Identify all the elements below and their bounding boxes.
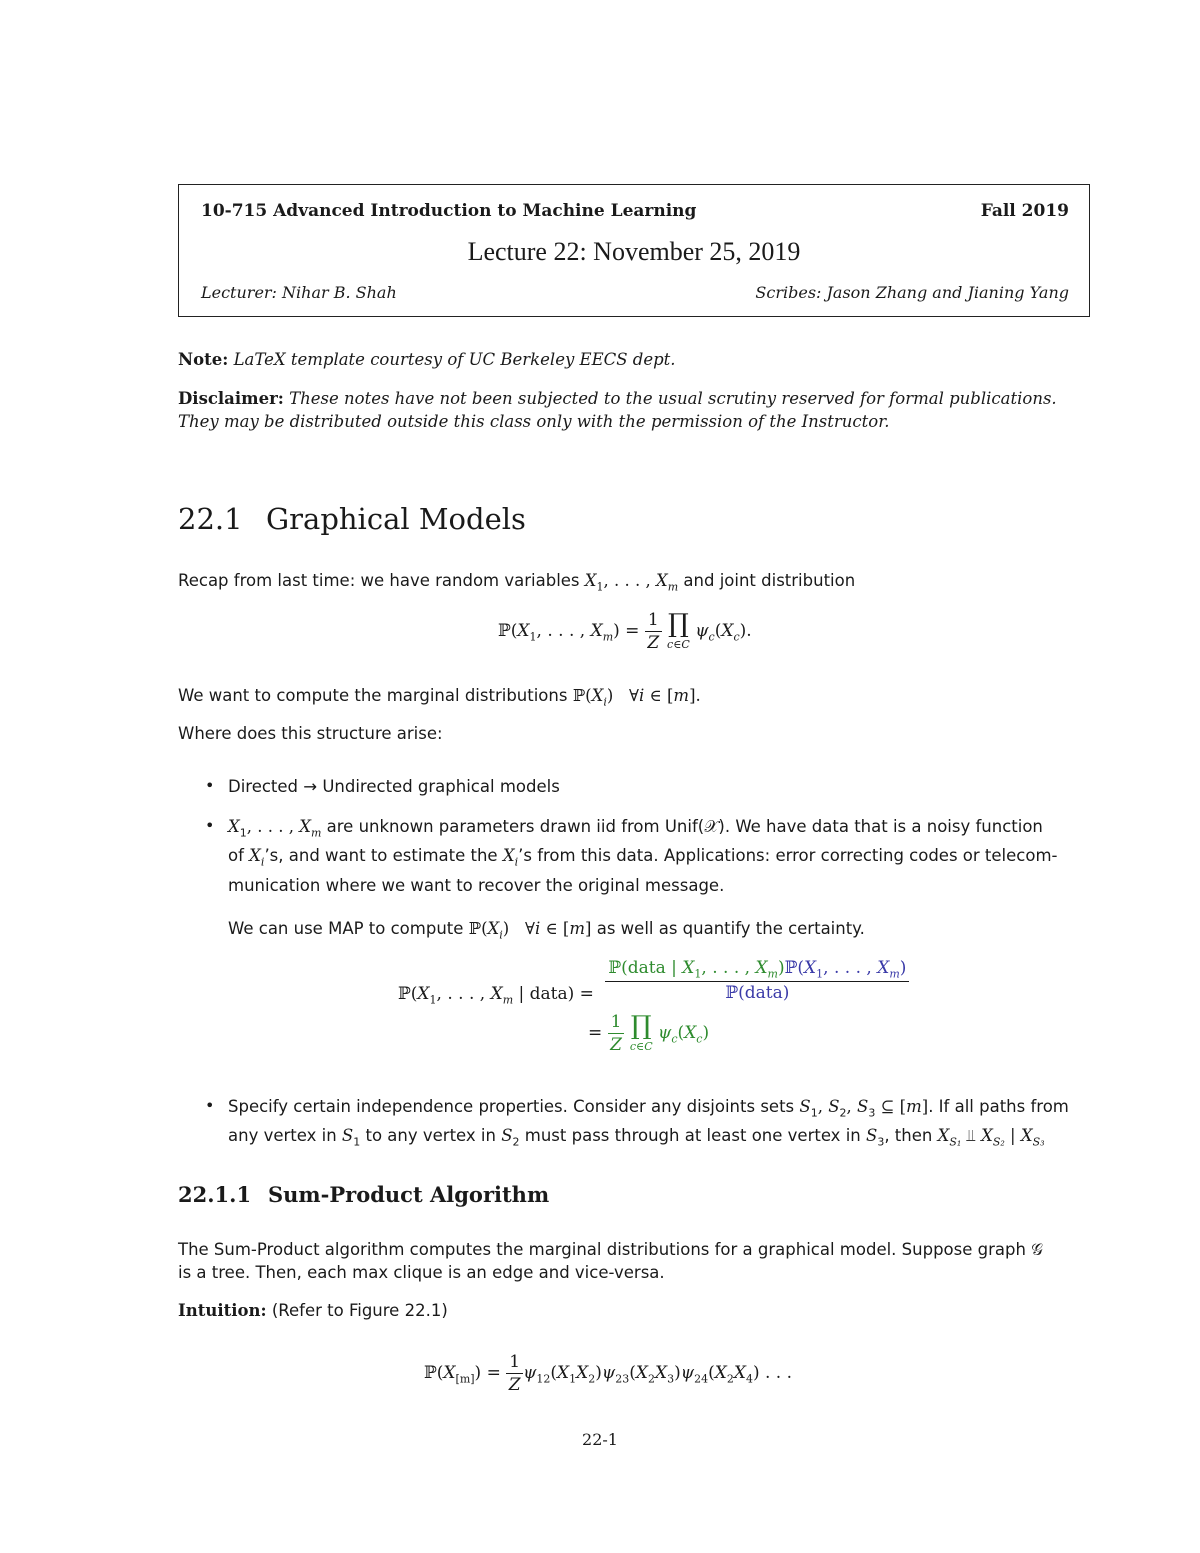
subsection-number: 22.1.1 [178,1182,252,1207]
note-line [178,348,1098,371]
where-line: Where does this structure arise: [178,724,443,743]
disclaimer-line1: These notes have not been subjected to the usual scrutiny reserved for formal publications. [289,389,1057,408]
subsection-heading [178,1182,549,1207]
posterior-equation: $ℙ(X_1$, . . . , $X_m$ | data) = $\frac{ℙ(data | X_1, . . . , X_m)ℙ(X_1, . . . , X_m)}{\text{ℙ(data)}}$ [398,958,909,1003]
marginal-line: We want to compute the marginal distributions $ℙ(X_i)$ ∀i ∈ [m]. [178,686,701,709]
subsection-title: Sum-Product Algorithm [268,1182,550,1207]
lecturer: Lecturer: Nihar B. Shah [201,283,397,302]
joint-distribution-equation: $ℙ(X_1$, . . . , $X_m$) = $\frac{1}{Z}$ ∏ c∈C $\psi_c(X_c)$. [498,608,752,653]
map-line: We can use MAP to compute $ℙ(X_i)$ ∀i ∈ [m] as well as quantify the certainty. [228,919,865,942]
bullet-3: Specify certain independence properties. Consider any disjoints sets $S_1$, $S_2$, $S_3$ ⊆ [m]. If all paths from any vertex in $S_1$ to any vertex in $S_2$ must pass through at least one vertex in $S_3$, then $X_{S_1}$ ⫫ $X_{S_2}$ | $X_{S_3}$ [228,1097,1069,1149]
note-label: Note: [178,350,229,369]
page-number: 22-1 [582,1430,618,1449]
bullet-dot: • [205,776,215,795]
course-term: Fall 2019 [980,201,1069,221]
bullet-dot: • [205,1096,215,1115]
section-heading [178,502,526,536]
sum-product-paragraph: The Sum-Product algorithm computes the marginal distributions for a graphical model. Suppose graph 𝒢 is a tree. Then, each max clique is an edge and vice-versa. [178,1240,1043,1282]
intuition-line: Intuition: (Refer to Figure 22.1) [178,1301,448,1320]
scribes: Scribes: Jason Zhang and Jianing Yang [755,283,1069,302]
recap-line: Recap from last time: we have random variables $X_1$, . . . , $X_m$ and joint distribution [178,571,856,594]
disclaimer [178,387,1098,433]
bullet-1: Directed → Undirected graphical models [228,777,560,796]
course-title: 10-715 Advanced Introduction to Machine Learning [201,201,697,221]
posterior-equation-line-2: = $\frac{1}{Z}$ ∏ c∈C $\psi_c(X_c)$ [588,1010,710,1055]
bullet-dot: • [205,816,215,835]
header-box [178,184,1090,317]
bullet-2: $X_1$, . . . , $X_m$ are unknown parameters drawn iid from Unif(𝒳). We have data that is a noisy function of $X_i’s$, and want to estimate the $X_i’s$ from this data. Applications: error correcting codes or telecom- munication where we want to recover the original message. [228,817,1058,895]
sum-product-equation: $ℙ(X_{[m]})$ = $\frac{1}{Z}$ $\psi_{12}(X_1X_2)\psi_{23}(X_2X_3)\psi_{24}(X_2X_4)$ . . . [424,1352,793,1395]
section-number: 22.1 [178,502,243,536]
disclaimer-label: Disclaimer: [178,389,284,408]
section-title: Graphical Models [266,502,526,536]
disclaimer-line2: They may be distributed outside this class only with the permission of the Instructor. [178,412,890,431]
lecture-title: Lecture 22: November 25, 2019 [467,237,801,266]
note-text: LaTeX template courtesy of UC Berkeley EECS dept. [233,350,676,369]
